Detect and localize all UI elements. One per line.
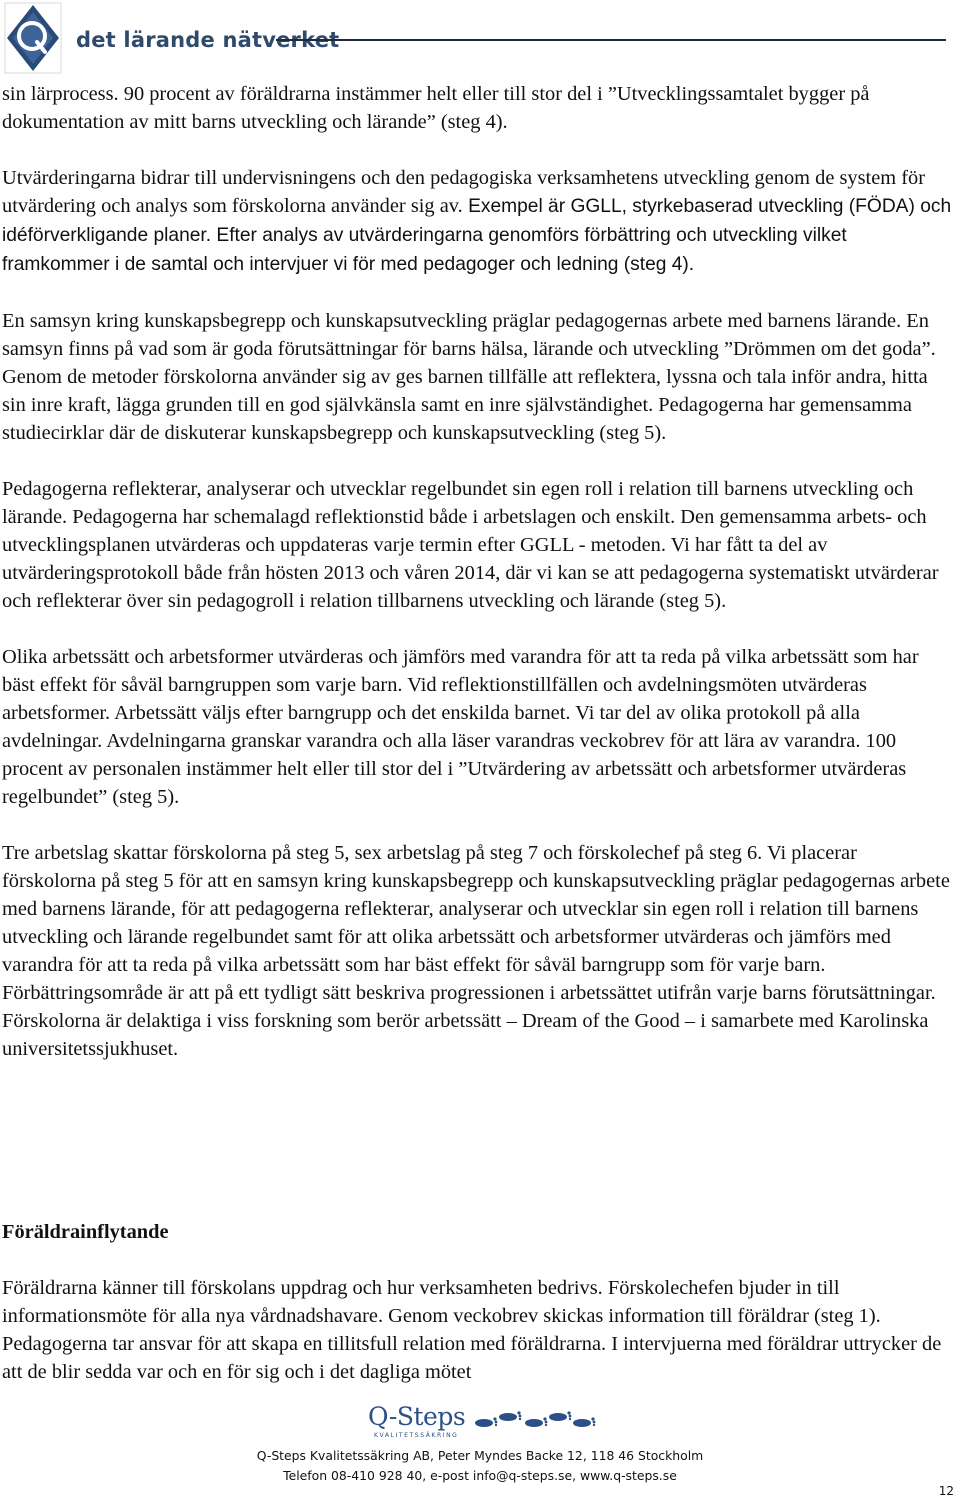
paragraph-text: Utvärderingarna bidrar till undervisningens och den pedagogiska verksamhetens utveckling genom de system för utvärdering och analys som förskolorna använder sig av. [2,167,925,217]
paragraph-text: Tre arbetslag skattar förskolorna på steg 5, sex arbetslag på steg 7 och förskolechef på steg 6. Vi placerar förskolorna på steg 5 för att en samsyn kring kunskapsbegrepp och kunskapsutveckling präglar pedagogernas arbete med barnens lärande, för att pedagogerna reflekterar, analyserar och utvecklar sin egen roll i relation till barnens utveckling och lärande regelbundet samt för att olika arbetssätt och arbetsformer utvärderas och jämförs med varandra för att ta reda på vilka arbetssätt som har bäst effekt för såväl barngrupp som för varje barn. Förbättringsområde är att på ett tydligt sätt beskriva progressionen i arbetssättet utifrån varje barns förutsättningar. Förskolorna är delaktiga i viss forskning som berör arbetssätt – Dream of the Good – i samarbete med Karolinska universitetssjukhuset. [2,842,950,1060]
header-divider [276,39,946,41]
footer-address: Q-Steps Kvalitetssäkring AB, Peter Myndes Backe 12, 118 46 Stockholm [256,1448,704,1463]
footprints-icon [474,1408,598,1430]
paragraph-7: Föräldrarna känner till förskolans uppdrag och hur verksamheten bedrivs. Förskolechefen bjuder in till informationsmöte för alla nya vårdnadshavare. Genom veckobrev skickas information till föräldrar (steg 1). Pedagogerna tar ansvar för att skapa en tillitsfull relation med föräldrarna. I intervjuerna med föräldrar uttrycker de att de blir sedda var och en för sig och i det dagliga mötet [2,1277,942,1383]
section-heading: Föräldrainflytande [2,1221,169,1243]
footer-contact: Telefon 08-410 928 40, e-post info@q-steps.se, www.q-steps.se [283,1468,677,1483]
footer-brand: Q-Steps [368,1402,466,1431]
q-steps-logo [368,1402,598,1444]
paragraph-text: Olika arbetssätt och arbetsformer utvärderas och jämförs med varandra för att ta reda på vilka arbetssätt som har bäst effekt för såväl barngruppen som varje barn. Vid reflektionstillfällen och avdelningsmöten utvärderas arbetsformer. Arbetssätt väljs efter barngrupp och det enskilda barnet. Vi tar del av olika protokoll på alla avdelningar. Avdelningarna granskar varandra och alla läser varandras veckobrev för att lära av varandra. 100 procent av personalen instämmer helt eller till stor del i ”Utvärdering av arbetssätt och arbetsformer utvärderas regelbundet” (steg 5). [2,646,919,808]
paragraph-text: Pedagogerna reflekterar, analyserar och utvecklar regelbundet sin egen roll i relation till barnens utveckling och lärande. Pedagogerna har schemalagd reflektionstid både i arbetslagen och enskilt. Den gemensamma arbets- och utvecklingsplanen utvärderas och uppdateras varje termin efter GGLL - metoden. Vi har fått ta del av utvärderingsprotokoll både från hösten 2013 och våren 2014, där vi kan se att pedagogerna systematiskt utvärderar och reflekterar över sin pedagogroll i relation tillbarnens utveckling och lärande (steg 5). [2,478,939,612]
brand-name: det lärande nätverket [76,28,340,52]
paragraph-4 [2,475,954,615]
paragraph-text-sans: Exempel är GGLL, styrkebaserad utveckling (FÖDA) och idéförverkligande planer. Efter analys av utvärderingarna genomförs förbättring och utveckling vilket framkommer i de samtal och intervjuer vi för med pedagoger och ledning (steg 4). [2,196,952,275]
paragraph-6 [2,839,954,1063]
paragraph-1 [2,80,954,136]
document-body [2,80,954,1063]
footer-brand-sub: KVALITETSSÄKRING [374,1432,459,1439]
page-number: 12 [938,1484,954,1498]
paragraph-5 [2,643,954,811]
page-header [0,0,960,78]
paragraph-2 [2,164,954,279]
q-diamond-logo-icon [4,2,62,74]
paragraph-text: En samsyn kring kunskapsbegrepp och kunskapsutveckling präglar pedagogernas arbete med barnens lärande. En samsyn finns på vad som är goda förutsättningar för barns hälsa, lärande och utveckling ”Drömmen om det goda”. Genom de metoder förskolorna använder sig av ges barnen tillfälle att reflektera, lyssna och tala inför andra, hitta sin inre kraft, lägga grunden till en god självkänsla samt en inre självständighet. Pedagogerna har gemensamma studiecirklar där de diskuterar kunskapsbegrepp och kunskapsutveckling (steg 5). [2,310,936,444]
paragraph-text: sin lärprocess. 90 procent av föräldrarna instämmer helt eller till stor del i ”Utvecklingssamtalet bygger på dokumentation av mitt barns utveckling och lärande” (steg 4). [2,83,870,133]
paragraph-3 [2,307,954,447]
